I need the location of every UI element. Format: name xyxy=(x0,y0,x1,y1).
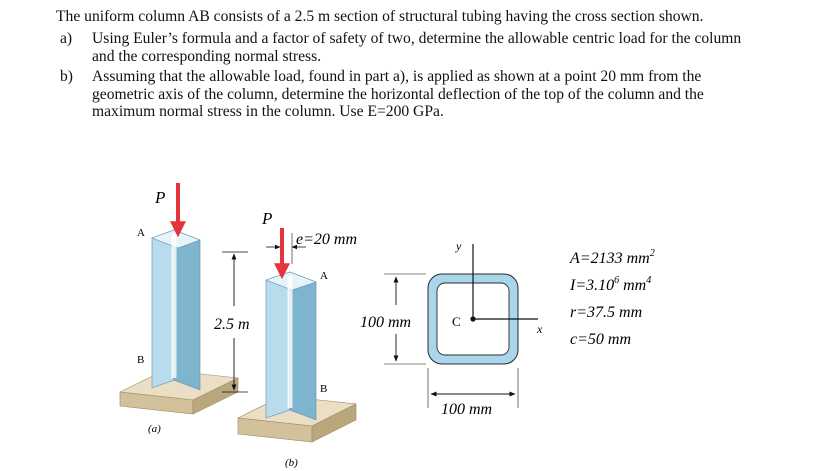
point-a-label-a: A xyxy=(137,227,145,239)
load-label-a: P xyxy=(155,188,166,207)
point-b-label-a: B xyxy=(137,354,145,366)
part-a-marker: a) xyxy=(60,30,73,47)
section-height-label: 100 mm xyxy=(360,314,412,331)
y-axis-label: y xyxy=(456,239,462,253)
section-width-label: 100 mm xyxy=(441,401,493,418)
radius-property: r=37.5 mm xyxy=(570,304,643,321)
load-label-b: P xyxy=(262,209,273,228)
point-b-label-b: B xyxy=(320,383,328,395)
part-b-marker: b) xyxy=(60,68,73,85)
part-a-text: Using Euler’s formula and a factor of safety of two, determine the allowable centric load for the column and the corresponding normal stress. xyxy=(92,30,742,65)
length-label: 2.5 m xyxy=(214,316,250,333)
centroid-marker xyxy=(470,316,475,321)
column-b-tube xyxy=(266,272,316,420)
length-dimension xyxy=(214,252,250,392)
section-width-dimension xyxy=(428,368,518,418)
part-b-text: Assuming that the allowable load, found in part a), is applied as shown at a point 20 mm from the geometric axis of the column, determine the horizontal deflection of the top of the column and the maximum normal stress in the column. Use E=200 GPa. xyxy=(92,68,704,120)
caption-b: (b) xyxy=(285,457,298,469)
x-axis-label: x xyxy=(537,322,543,336)
section-properties xyxy=(569,248,655,348)
point-a-label-b: A xyxy=(320,270,328,282)
c-property: c=50 mm xyxy=(570,331,632,348)
section-height-dimension xyxy=(360,274,426,364)
column-a-tube xyxy=(152,230,200,390)
centroid-label: C xyxy=(452,314,461,329)
column-b xyxy=(238,209,357,469)
column-a xyxy=(120,183,238,435)
eccentricity-label: e=20 mm xyxy=(296,231,358,248)
caption-a: (a) xyxy=(148,423,161,435)
cross-section xyxy=(360,239,543,418)
area-property: A=2133 $mm^2$ xyxy=(570,248,655,267)
problem-intro: The uniform column AB consists of a 2.5 m section of structural tubing having the cross section shown. xyxy=(56,8,704,25)
inertia-property: $I=3.10^6$ $mm^4$ xyxy=(570,275,652,294)
